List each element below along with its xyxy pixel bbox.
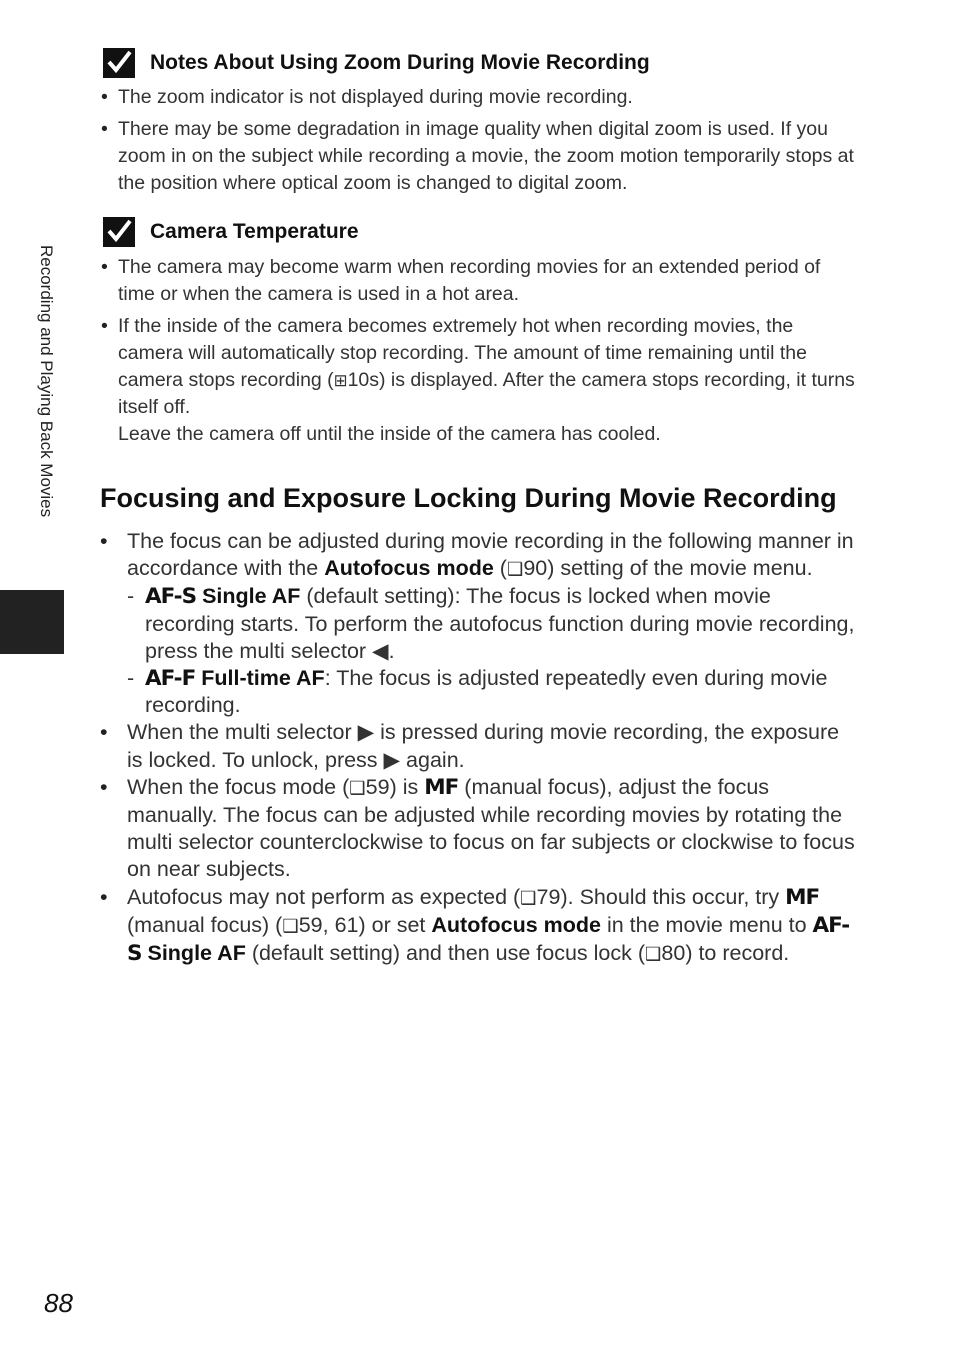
list-item: • Autofocus may not perform as expected (❑79). Should this occur, try MF (manual focus) (❑59, 61) or set Autofocus mode in the movie menu to AF-S Single AF (default setting) and then use focus lock (❑80) to record. [100,884,860,969]
list-item: • When the focus mode (❑59) is MF (manual focus), adjust the focus manually. The focus can be adjusted while recording movies by rotating the multi selector counterclockwise to focus on far subjects or clockwise to focus on near subjects. [100,774,860,884]
list-item: • If the inside of the camera becomes extremely hot when recording movies, the camera will automatically stop recording. The amount of time remaining until the camera stops recording (⊞10s) is displayed. After the camera stops recording, it turns itself off. Leave the camera off until the inside of the camera has cooled. [100,313,860,448]
list-item: • The zoom indicator is not displayed during movie recording. [100,84,860,111]
book-icon: ❑ [282,915,299,937]
af-s-icon: AF-S [145,584,197,610]
note-check-icon [103,217,135,247]
note-check-icon [103,48,135,78]
mf-icon: MF [785,884,820,910]
section-heading: Focusing and Exposure Locking During Movie Recording [100,483,837,513]
book-icon: ❑ [506,559,524,581]
book-icon: ❑ [349,777,366,799]
arrow-right-icon: ▶ [383,747,401,772]
arrow-right-icon: ▶ [357,720,375,745]
sub-item-full-time-af: - AF-F Full-time AF: The focus is adjusted repeatedly even during movie recording. [127,666,828,718]
book-icon: ❑ [520,887,537,909]
list-item: • There may be some degradation in image quality when digital zoom is used. If you zoom in on the subject while recording a movie, the zoom motion temporarily stops at the position where optical zoom is changed to digital zoom. [100,116,860,197]
focus-list [100,528,860,968]
page-number: 88 [44,1288,73,1318]
note-zoom-title: Notes About Using Zoom During Movie Recording [150,51,650,74]
book-icon: ❑ [645,944,662,966]
list-item: • The camera may become warm when recording movies for an extended period of time or when the camera is used in a hot area. [100,254,860,308]
mf-icon: MF [424,774,459,800]
side-section-tab [0,590,64,654]
list-item: • When the multi selector ▶ is pressed during movie recording, the exposure is locked. To unlock, press ▶ again. [100,719,860,773]
list-item: • The focus can be adjusted during movie recording in the following manner in accordance with the Autofocus mode (❑90) setting of the movie menu. - AF-S Single AF (default setting): The focus is locked when movie recording starts. To perform the autofocus function during movie recording, press the multi selector ◀. - AF-F Full-time AF: The focus is adjusted repeatedly even during movie recording. [100,528,860,719]
note-temperature-header [103,216,359,248]
side-section-label: Recording and Playing Back Movies [37,245,56,518]
note-zoom-list [100,84,860,202]
arrow-left-icon: ◀ [372,638,389,663]
af-s-icon: AF-S [127,912,850,967]
sub-item-single-af: - AF-S Single AF (default setting): The focus is locked when movie recording starts. To perform the autofocus function during movie recording, press the multi selector ◀. [127,584,855,663]
note-temperature-title: Camera Temperature [150,220,359,243]
af-f-icon: AF-F [145,666,196,692]
note-temperature-list [100,254,860,453]
movie-reference-icon: ⊞ [333,371,348,390]
note-zoom-header [103,47,650,79]
